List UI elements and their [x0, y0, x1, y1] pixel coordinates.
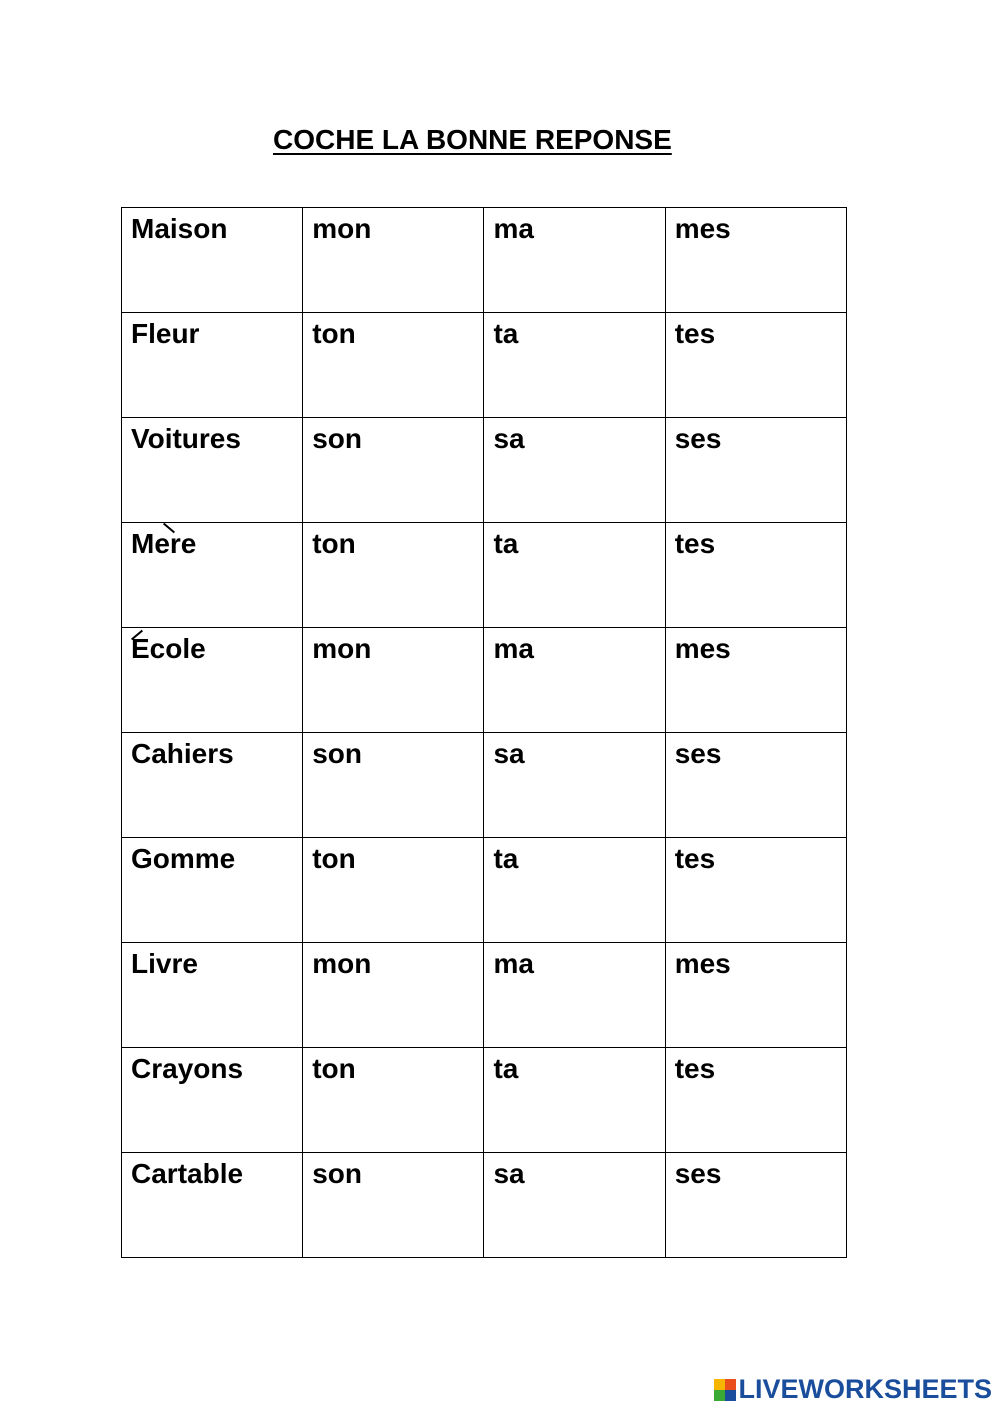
- table-row: [122, 733, 847, 838]
- option-cell[interactable]: [484, 628, 665, 733]
- option-cell[interactable]: [484, 733, 665, 838]
- noun-label: Ecole: [131, 633, 206, 664]
- table-row: [122, 628, 847, 733]
- table-row: [122, 418, 847, 523]
- option-cell[interactable]: [665, 418, 846, 523]
- noun-label: Mere: [131, 528, 197, 559]
- option-label: sa: [493, 738, 525, 769]
- option-label: son: [312, 423, 363, 454]
- noun-cell: [122, 943, 303, 1048]
- noun-cell: [122, 838, 303, 943]
- option-cell[interactable]: [665, 1153, 846, 1258]
- option-cell[interactable]: [665, 313, 846, 418]
- table-row: [122, 943, 847, 1048]
- option-label: ton: [312, 528, 356, 559]
- option-cell[interactable]: [303, 628, 484, 733]
- option-label: ta: [493, 318, 519, 349]
- option-cell[interactable]: [665, 523, 846, 628]
- option-label: ta: [493, 843, 519, 874]
- option-cell[interactable]: [484, 208, 665, 313]
- option-cell[interactable]: [484, 523, 665, 628]
- option-label: mon: [312, 633, 372, 664]
- option-label: ses: [674, 738, 722, 769]
- option-label: son: [312, 1158, 363, 1189]
- logo-square-1: [714, 1379, 725, 1390]
- table-row: [122, 838, 847, 943]
- option-label: tes: [674, 843, 716, 874]
- option-label: tes: [674, 528, 716, 559]
- option-cell[interactable]: [484, 1153, 665, 1258]
- option-cell[interactable]: [303, 733, 484, 838]
- noun-label: Crayons: [131, 1053, 244, 1084]
- option-cell[interactable]: [303, 1153, 484, 1258]
- noun-cell: [122, 523, 303, 628]
- table-row: [122, 1153, 847, 1258]
- answer-table: [121, 207, 847, 1258]
- noun-cell: [122, 733, 303, 838]
- table-row: [122, 1048, 847, 1153]
- option-label: tes: [674, 1053, 716, 1084]
- table-row: [122, 313, 847, 418]
- noun-label: Cahiers: [131, 738, 234, 769]
- option-label: mes: [674, 213, 731, 244]
- noun-label-with-accent: [131, 634, 206, 664]
- logo-square-3: [714, 1390, 725, 1401]
- option-label: ses: [674, 1158, 722, 1189]
- noun-label-with-accent: [131, 529, 196, 559]
- option-label: ma: [493, 633, 534, 664]
- option-cell[interactable]: [303, 208, 484, 313]
- table-row: [122, 523, 847, 628]
- option-label: mon: [312, 213, 372, 244]
- noun-label: Voitures: [131, 423, 241, 454]
- option-cell[interactable]: [484, 838, 665, 943]
- option-label: ton: [312, 843, 356, 874]
- option-label: ton: [312, 318, 356, 349]
- option-label: ses: [674, 423, 722, 454]
- option-cell[interactable]: [484, 943, 665, 1048]
- option-label: ma: [493, 948, 534, 979]
- noun-cell: [122, 418, 303, 523]
- liveworksheets-logo-icon: [714, 1379, 736, 1401]
- worksheet-title: COCHE LA BONNE REPONSE: [273, 124, 672, 155]
- logo-square-4: [725, 1390, 736, 1401]
- noun-cell: [122, 1048, 303, 1153]
- option-cell[interactable]: [484, 313, 665, 418]
- option-cell[interactable]: [665, 943, 846, 1048]
- option-label: tes: [674, 318, 716, 349]
- table-row: [122, 208, 847, 313]
- watermark-text: LIVEWORKSHEETS: [738, 1374, 992, 1404]
- option-cell[interactable]: [484, 1048, 665, 1153]
- option-cell[interactable]: [665, 1048, 846, 1153]
- logo-square-2: [725, 1379, 736, 1390]
- noun-label: Gomme: [131, 843, 236, 874]
- noun-label: Cartable: [131, 1158, 244, 1189]
- option-cell[interactable]: [303, 943, 484, 1048]
- option-label: ta: [493, 528, 519, 559]
- noun-cell: [122, 628, 303, 733]
- option-cell[interactable]: [303, 1048, 484, 1153]
- option-cell[interactable]: [665, 628, 846, 733]
- option-label: ta: [493, 1053, 519, 1084]
- option-cell[interactable]: [303, 838, 484, 943]
- option-label: mon: [312, 948, 372, 979]
- option-label: sa: [493, 423, 525, 454]
- option-cell[interactable]: [665, 208, 846, 313]
- option-label: sa: [493, 1158, 525, 1189]
- liveworksheets-watermark: [714, 1374, 992, 1405]
- noun-cell: [122, 1153, 303, 1258]
- option-label: mes: [674, 633, 731, 664]
- option-label: son: [312, 738, 363, 769]
- noun-label: Fleur: [131, 318, 200, 349]
- option-label: ma: [493, 213, 534, 244]
- noun-cell: [122, 208, 303, 313]
- option-cell[interactable]: [484, 418, 665, 523]
- noun-cell: [122, 313, 303, 418]
- noun-label: Maison: [131, 213, 228, 244]
- option-cell[interactable]: [303, 418, 484, 523]
- option-label: ton: [312, 1053, 356, 1084]
- option-cell[interactable]: [665, 838, 846, 943]
- noun-label: Livre: [131, 948, 198, 979]
- option-cell[interactable]: [303, 523, 484, 628]
- option-cell[interactable]: [665, 733, 846, 838]
- option-label: mes: [674, 948, 731, 979]
- option-cell[interactable]: [303, 313, 484, 418]
